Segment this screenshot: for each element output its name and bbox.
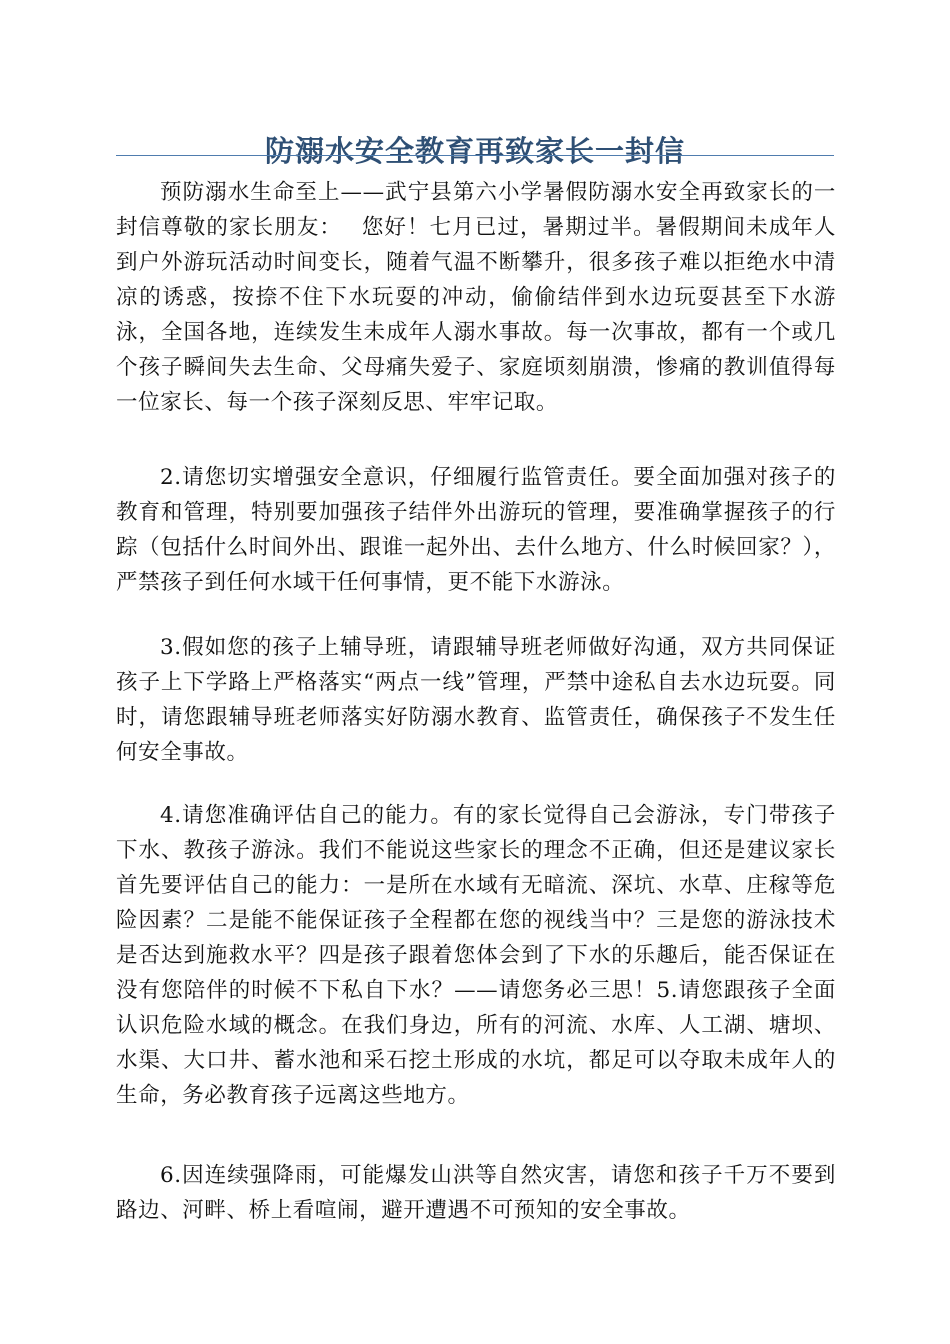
title-underline xyxy=(116,155,834,156)
paragraph-item-6: 6.因连续强降雨，可能爆发山洪等自然灾害，请您和孩子千万不要到路边、河畔、桥上看喧闹，避开遭遇不可预知的安全事故。 xyxy=(116,1163,836,1223)
paragraph-item-3: 3.假如您的孩子上辅导班，请跟辅导班老师做好沟通，双方共同保证孩子上下学路上严格落实“两点一线”管理，严禁中途私自去水边玩耍。同时，请您跟辅导班老师落实好防溺水教育、监管责任，确保孩子不发生任何安全事故。 xyxy=(116,635,836,765)
paragraph-item-4-5: 4.请您准确评估自己的能力。有的家长觉得自己会游泳，专门带孩子下水、教孩子游泳。我们不能说这些家长的理念不正确，但还是建议家长首先要评估自己的能力：一是所在水域有无暗流、深坑、水草、庄稼等危险因素？二是能不能保证孩子全程都在您的视线当中？三是您的游泳技术是否达到施救水平？四是孩子跟着您体会到了下水的乐趣后，能否保证在没有您陪伴的时候不下私自下水？——请您务必三思！5.请您跟孩子全面认识危险水域的概念。在我们身边，所有的河流、水库、人工湖、塘坝、水渠、大口井、蓄水池和采石挖土形成的水坑，都足可以夺取未成年人的生命，务必教育孩子远离这些地方。 xyxy=(116,803,836,1108)
paragraph-item-2: 2.请您切实增强安全意识，仔细履行监管责任。要全面加强对孩子的教育和管理，特别要加强孩子结伴外出游玩的管理，要准确掌握孩子的行踪（包括什么时间外出、跟谁一起外出、去什么地方、什么时候回家？），严禁孩子到任何水域干任何事情，更不能下水游泳。 xyxy=(116,465,836,595)
document-title: 防溺水安全教育再致家长一封信 xyxy=(264,134,685,169)
paragraph-intro: 预防溺水生命至上——武宁县第六小学暑假防溺水安全再致家长的一封信尊敬的家长朋友： 您好！七月已过，暑期过半。暑假期间未成年人到户外游玩活动时间变长，随着气温不断攀升，很多孩子难以拒绝水中清凉的诱惑，按捺不住下水玩耍的冲动，偷偷结伴到水边玩耍甚至下水游泳，全国各地，连续发生未成年人溺水事故。每一次事故，都有一个或几个孩子瞬间失去生命、父母痛失爱子、家庭顷刻崩溃，惨痛的教训值得每一位家长、每一个孩子深刻反思、牢牢记取。 xyxy=(116,180,836,415)
